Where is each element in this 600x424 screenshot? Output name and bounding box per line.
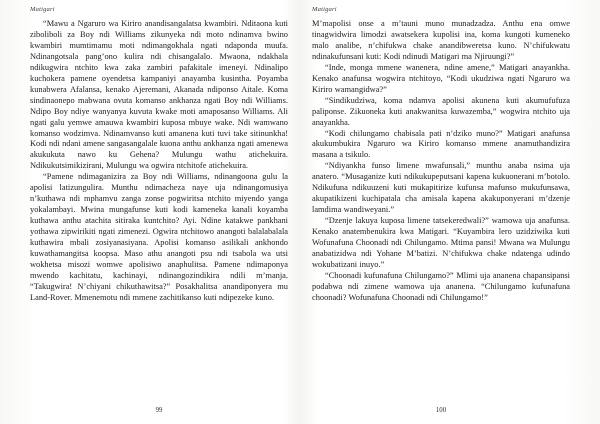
page-right (312, 0, 570, 424)
paragraph: “Choonadi kufunafuna Chilungamo?” Mlimi uja ananena chapansipansi podabwa ndi zimene wamowa uja ananena. “Chilungamo kufunafuna choonadi? Wofunafuna Choonadi ndi Chilungamo!” (312, 270, 570, 302)
paragraph: M’mapolisi onse a m’tauni muno munadzadza. Anthu ena omwe tinagwidwira limodzi awatsekera kupolisi ina, koma kungoti kumeneko malo analibe, n’chifukwa chake anandibweretsa kuno. N’chifukwatu ndinakufunsani kuti: Kodi ndinudi Matigari ma Njiruungi?” (312, 19, 570, 61)
paragraph: “Kodi chilungamo chabisala pati n’dziko muno?” Matigari anafunsa akukumbukira Ngaruro wa Kiriro komanso mmene anamuthandizira masana a tsikulo. (312, 128, 570, 160)
page-number: 100 (435, 407, 447, 414)
paragraph: “Inde, monga mmene wanenera, ndine amene,” Matigari anayankha. Kenako anafunsa wogwira ntchitoyo, “Kodi ukudziwa ngati Ngaruro wa Kiriro wamangidwa?” (312, 62, 570, 94)
paragraph: “Ndiyankha funso limene mwafunsali,” munthu anaba nsima uja anatero. “Musaganize kuti ndikukupeputsani kapena kukuonerani m’botolo. Ndikufuna ndikuuzeni kuti mukapitirize kufunsa mafunso mukufunsawa, akupatikizeni kuchipatala cha amisala kapena akakuponyerani m’dzenje lamdima wandiweyani.” (312, 161, 570, 215)
paragraph: “Pamene ndimaganizira za Boy ndi Williams, ndinangoona gulu la apolisi latizungulira. Munthu ndimacheza naye uja ndinangomusiya n’kuthawa ndi mphamvu zanga zonse pogwiritsa ntchito miyendo yanga yokalambayi. Mwina mungafunse kuti kodi kameneka kanali koyamba kuthawa anthu atachita sitiraka kuntchito? Ayi. Ndine katakwe pankhani yothawa zipwirikiti ngati zimenezi. Ogwira ntchitowo anangoti balalabalala kuthawira mbali zosiyanasiyana. Apolisi komanso asilikali ankhondo kuwathamangitsa koopsa. Maso athu anangoti psu ndi tsabola wa utsi wokhetsa misozi womwe apolisiwo anaphulitsa. Pamene ndimaponya mwendo kachitatu, kachinayi, ndinangozindikira ndili m’manja. “Takugwira! N’chiyani chikuthawitsa?” Posakhalitsa anandiponyera mu Land-Rover. Mmenemotu ndi mmene zachitikanso kuti ndipezeke kuno. (30, 172, 288, 302)
paragraph: “Mawu a Ngaruro wa Kiriro anandisangalatsa kwambiri. Nditaona kuti ziboliboli za Boy ndi Williams zikunyeka ndi moto ndinamva bwino kwambiri mumtimamu moti ndimangokhala ngati ndaponda muufa. Ndinangotsala pang’ono kulira ndi chisangalalo. Mwaona, ndakhala ndikugwira ntchito kwa zaka zambiri pafakitale imeneyi. Ndinalipo kuchokera pamene oyendetsa kampaniyi anayamba kusintha. Poyamba kunabwera Afalansa, kenako Ajeremani, Akanada ndiponso Aitale. Koma sindinaonepo mabwana ovuta komanso ankhanza ngati Boy ndi Williams. Ndipo Boy ndiye wanyanya kuvuta kwake moti amaposanso Williams. Ali ngati galu yemwe amauwa kwambiri kuposa mbuye wake. Ndi wamwano komanso wodzimva. Ndinamvanso kuti amanena kuti tuvi take sitinunkha! Kodi ndi ndani amene sangasangalale kuona anthu ankhanza ngati amenewa akukukuta nawo ku Gehena? Mulungu wathu atichekuira. Ndikukutsimikizirani, Mulungu wa ogwira ntchitofe atichekuira. (30, 19, 288, 171)
page-body (312, 19, 570, 403)
running-head: Matigari (30, 6, 55, 13)
page-number: 99 (155, 407, 163, 414)
page-left (30, 0, 288, 424)
paragraph: “Dzenje lakuya kuposa limene tatsekeredwali?” wamowa uja anafunsa. Kenako anatembenukira kwa Matigari. “Kuyambira lero uzidziwika kuti Wofunafuna Choonadi ndi Chilungamo. Mtima pansi! Mwana wa Mulungu anabatizidwa ndi Yohane M’batizi. N’chifukwa chake ndatenga udindo wokubatizani inuyo.” (312, 216, 570, 269)
paragraph: “Sindikudziwa, koma ndamva apolisi akunena kuti akumufufuza paliponse. Zikuoneka kuti anakwanitsa kuwazemba,” wogwira ntchito uja anayankha. (312, 95, 570, 127)
page-body (30, 19, 288, 403)
running-head: Matigari (312, 6, 337, 13)
